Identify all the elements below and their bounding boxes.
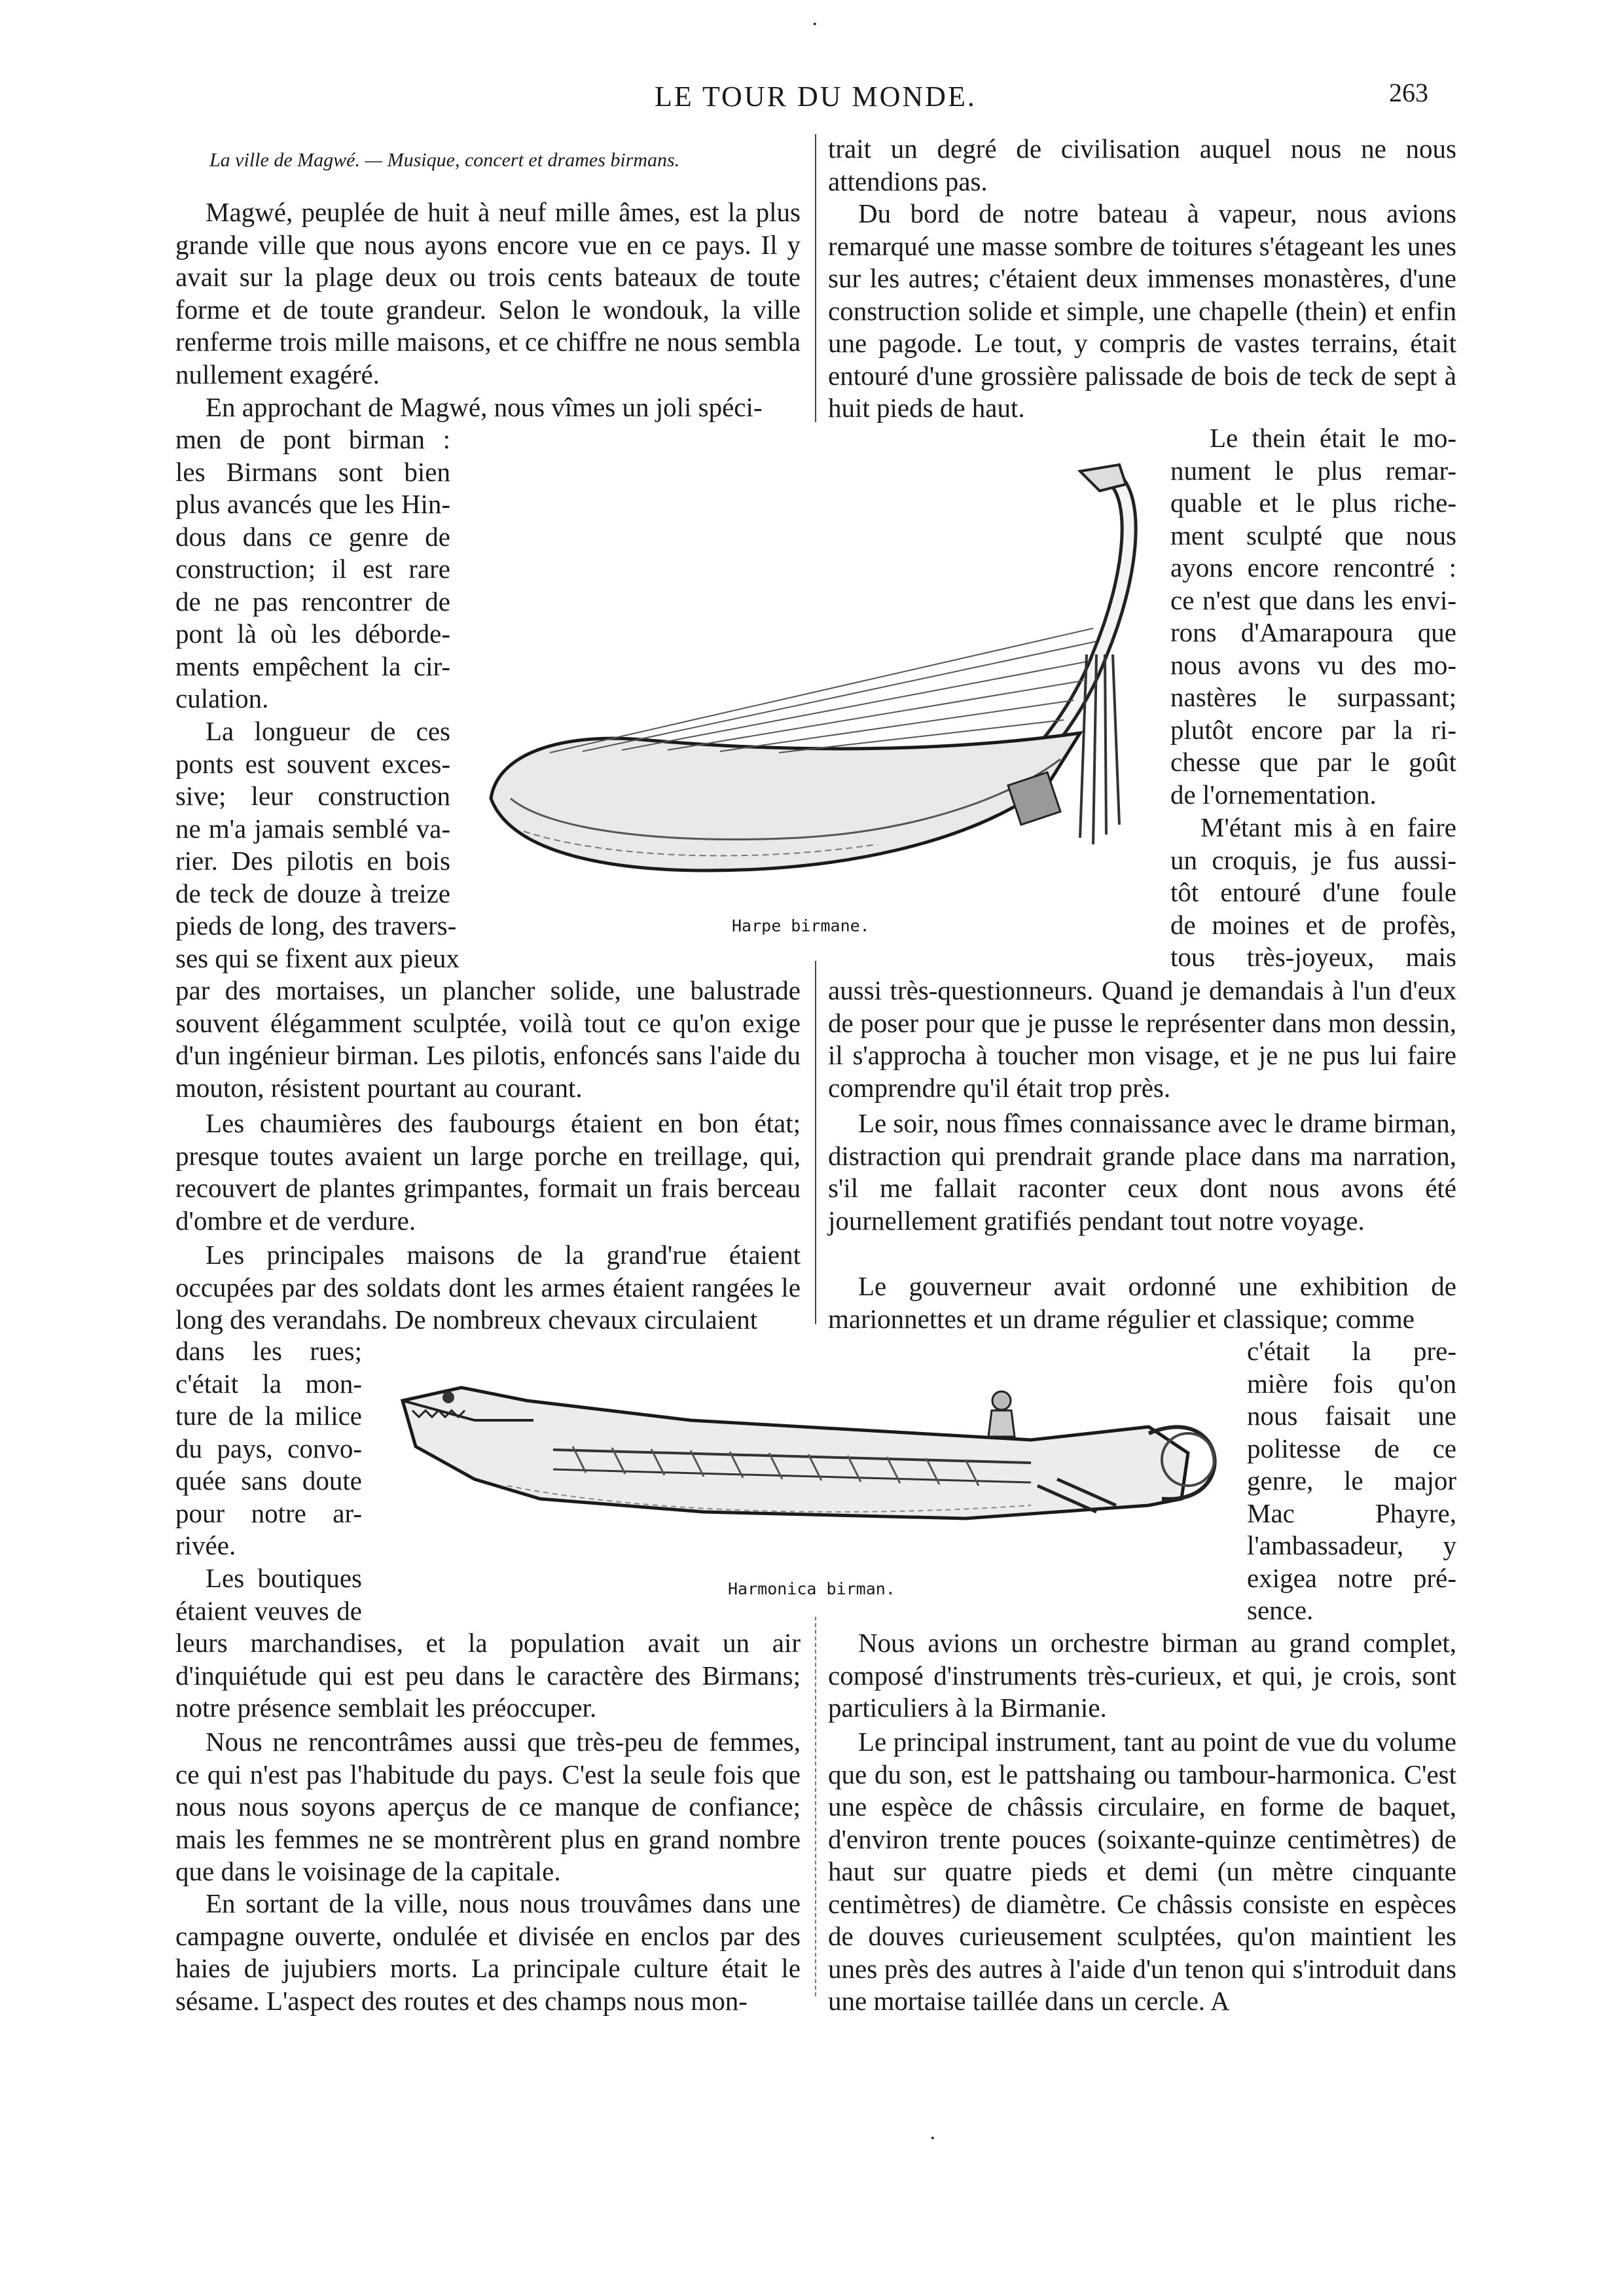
paragraph-left-6-narrow <box>175 1562 362 1627</box>
paragraph-left-2-narrow <box>175 423 450 715</box>
bottom-mark: · <box>929 2127 936 2150</box>
text-line: nous faisait une <box>1247 1401 1456 1431</box>
text-line: ses qui se fixent aux pieux <box>175 942 460 973</box>
text-line: nument le plus remar- <box>1170 455 1456 486</box>
text-line: pont là où les déborde- <box>175 619 450 649</box>
text-line: men de pont birman : <box>175 424 450 454</box>
paragraph-right-5: Le soir, nous fîmes connaissance avec le drame birman, distraction qui prendrait grande place dans ma narration, s'il me fallait raconter ceux dont nous avons été journellement gratifiés pendant tout notre voyage. <box>828 1108 1456 1236</box>
text-line: sive; leur construction <box>175 781 450 811</box>
text-line: de l'ornementation. <box>1170 779 1377 810</box>
text-line: dans les rues; <box>175 1336 362 1366</box>
text-line: exigea notre pré- <box>1247 1562 1456 1593</box>
text-line: La longueur de ces <box>206 716 450 746</box>
text-line: pour notre ar- <box>175 1498 362 1528</box>
text-line: Les boutiques <box>206 1563 362 1593</box>
text-line: nastères le surpassant; <box>1170 682 1456 712</box>
paragraph-left-2-start: En approchant de Magwé, nous vîmes un joli spéci- <box>206 392 763 422</box>
harmonica-illustration <box>376 1348 1240 1571</box>
column-rule-bottom <box>815 1617 816 1996</box>
running-head-title: LE TOUR DU MONDE. <box>655 81 977 113</box>
paragraph-right-3-narrow <box>1170 422 1456 811</box>
text-line: chesse que par le goût <box>1170 747 1456 777</box>
text-line: étaient veuves de <box>175 1595 362 1626</box>
harp-caption: Harpe birmane. <box>732 916 870 935</box>
text-line: ce n'est que dans les envi- <box>1170 584 1456 615</box>
paragraph-right-6: Le gouverneur avait ordonné une exhibition de marionnettes et un drame régulier et classique; comme <box>828 1271 1456 1334</box>
text-line: c'était la mon- <box>175 1368 362 1399</box>
column-rule-top <box>815 134 816 422</box>
text-line: c'était la pre- <box>1247 1336 1456 1366</box>
text-line: l'ambassadeur, y <box>1247 1530 1456 1560</box>
text-line: Mac Phayre, <box>1247 1498 1456 1528</box>
text-line: rivée. <box>175 1530 236 1560</box>
text-line: un croquis, je fus aussi- <box>1170 844 1456 875</box>
text-line: ment sculpté que nous <box>1170 520 1456 550</box>
text-line: plutôt encore par la ri- <box>1170 714 1456 745</box>
text-line: de ne pas rencontrer de <box>175 586 450 617</box>
text-line: tôt entouré d'une foule <box>1170 877 1456 907</box>
column-rule-middle <box>815 961 816 1324</box>
paragraph-right-1-cont: trait un degré de civilisation auquel nous ne nous attendions pas. <box>828 134 1456 196</box>
text-line: de moines et de profès, <box>1170 909 1456 940</box>
paragraph-right-4-tail: aussi très-questionneurs. Quand je demandais à l'un d'eux de poser pour que je pusse le représenter dans mon dessin, il s'approcha à toucher mon visage, et je ne pus lui faire comprendre qu'il était trop près. <box>828 975 1456 1103</box>
text-line: les Birmans sont bien <box>175 456 450 487</box>
text-line: politesse de ce <box>1247 1433 1456 1463</box>
text-line: sence. <box>1247 1595 1314 1625</box>
paragraph-left-4: Les chaumières des faubourgs étaient en bon état; presque toutes avaient un large porche en treillage, qui, recouvert de plantes grimpantes, formait un frais berceau d'ombre et de verdure. <box>175 1108 801 1236</box>
text-line: ayons encore rencontré : <box>1170 552 1456 583</box>
text-line: ture de la milice <box>175 1401 362 1431</box>
text-line: genre, le major <box>1247 1465 1456 1496</box>
paragraph-left-3-tail: par des mortaises, un plancher solide, une balustrade souvent élégamment sculptée, voilà tout ce qu'on exige d'un ingénieur birman. Les pilotis, enfoncés sans l'aide du mouton, résistent pourtant au courant. <box>175 975 801 1103</box>
paragraph-left-1: Magwé, peuplée de huit à neuf mille âmes, est la plus grande ville que nous ayons encore vue en ce pays. Il y avait sur la plage deux ou trois cents bateaux de toute forme et de toute grandeur. Selon le wondouk, la ville renferme trois mille maisons, et ce chiffre ne nous sembla nullement exagéré. <box>175 197 801 389</box>
paragraph-right-7: Nous avions un orchestre birman au grand complet, composé d'instruments très-curieux, et qui, je crois, sont particuliers à la Birmanie. <box>828 1628 1456 1723</box>
paragraph-left-5: Les principales maisons de la grand'rue étaient occupées par des soldats dont les armes étaient rangées le long des verandahs. De nombreux chevaux circulaient <box>175 1240 801 1335</box>
text-line: Le thein était le mo- <box>1210 423 1456 453</box>
paragraph-left-6-tail: leurs marchandises, et la population avait un air d'inquiétude qui est peu dans le caractère des Birmans; notre présence semblait les préoccuper. <box>175 1628 801 1723</box>
text-line: ne m'a jamais semblé va- <box>175 813 450 844</box>
text-line: plus avancés que les Hin- <box>175 489 450 519</box>
text-line: rons d'Amarapoura que <box>1170 617 1456 647</box>
harmonica-caption: Harmonica birman. <box>728 1579 895 1598</box>
text-line: pieds de long, des travers- <box>175 910 457 941</box>
text-line: ments empêchent la cir- <box>175 651 450 681</box>
section-title: La ville de Magwé. — Musique, concert et drames birmans. <box>209 149 680 171</box>
text-line: de teck de douze à treize <box>175 878 450 908</box>
text-line: quable et le plus riche- <box>1170 488 1456 518</box>
text-line: quée sans doute <box>175 1465 362 1496</box>
text-line: tous très-joyeux, mais <box>1170 942 1456 972</box>
top-mark: · <box>812 13 818 36</box>
paragraph-right-8: Le principal instrument, tant au point de vue du volume que du son, est le pattshaing ou tambour-harmonica. C'est une espèce de châssis circulaire, en forme de baquet, d'environ trente pouces (soixante-quinze centimètres) de haut sur quatre pieds et demi (un mètre cinquante centimètres) de diamètre. Ce châssis consiste en espèces de douves curieusement sculptées, qu'on maintient les unes près des autres à l'aide d'un tenon qui s'introduit dans une mortaise taillée dans un cercle. A <box>828 1727 1456 2016</box>
paragraph-right-6-narrow <box>1247 1335 1456 1627</box>
text-line: construction; il est rare <box>175 554 450 584</box>
text-line: dous dans ce genre de <box>175 521 450 552</box>
paragraph-left-7: Nous ne rencontrâmes aussi que très-peu de femmes, ce qui n'est pas l'habitude du pays. C'est la seule fois que nous nous soyons aperçus de ce manque de confiance; mais les femmes ne se montrèrent plus en grand nombre que dans le voisinage de la capitale. <box>175 1727 801 1886</box>
paragraph-left-3-narrow <box>175 715 460 975</box>
paragraph-right-4-narrow <box>1170 812 1456 974</box>
text-line: culation. <box>175 683 269 713</box>
text-line: nous avons vu des mo- <box>1170 649 1456 680</box>
paragraph-left-8: En sortant de la ville, nous nous trouvâmes dans une campagne ouverte, ondulée et divisée en enclos par des haies de jujubiers morts. La principale culture était le sésame. L'aspect des routes et des champs nous mon- <box>175 1888 801 2016</box>
text-line: mière fois qu'on <box>1247 1368 1456 1399</box>
page-number: 263 <box>1389 78 1428 107</box>
text-line: ponts est souvent exces- <box>175 748 450 779</box>
paragraph-right-2: Du bord de notre bateau à vapeur, nous avions remarqué une masse sombre de toitures s'étageant les unes sur les autres; c'étaient deux immenses monastères, d'une construction solide et simple, une chapelle (thein) et enfin une pagode. Le tout, y compris de vastes terrains, était entouré d'une grossière palissade de bois de teck de sept à huit pieds de haut. <box>828 198 1456 423</box>
paragraph-left-5-narrow <box>175 1335 362 1562</box>
harp-illustration <box>471 445 1165 903</box>
text-line: rier. Des pilotis en bois <box>175 846 450 876</box>
text-line: du pays, convo- <box>175 1433 362 1463</box>
text-line: M'étant mis à en faire <box>1200 812 1456 842</box>
